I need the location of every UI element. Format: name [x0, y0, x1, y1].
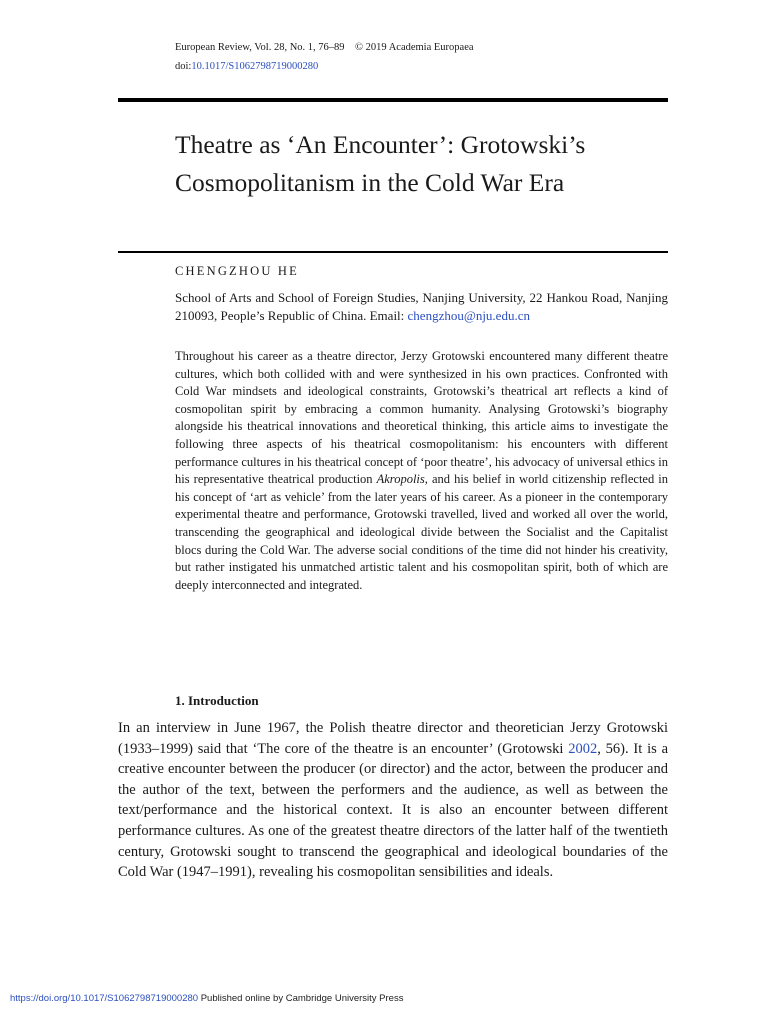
abstract-italic-title: Akropolis	[376, 472, 425, 487]
body-paragraph	[118, 718, 668, 883]
article-title	[175, 126, 675, 202]
abstract-text-1: Throughout his career as a theatre director, Jerzy Grotowski encountered many different theatre cultures, which both collided with and were synthesized in his own practices. Confronted with Cold War mindsets and ideological constraints, Grotowski’s theatrical art reflects a kind of cosmopolitan spirit by embracing a common humanity. Analysing Grotowski’s biography alongside his theatrical innovations and theoretical thinking, this article aims to investigate the following three aspects of his theatrical cosmopolitanism: his encounters with different performance cultures in his theatrical concept of ‘poor theatre’, his advocacy of universal ethics in his representative theatrical production	[175, 349, 668, 487]
affiliation-text: School of Arts and School of Foreign Studies, Nanjing University, 22 Hankou Road, Nanjing 210093, People’s Republic of China. Email:	[175, 290, 668, 323]
author-name: CHENGZHOU HE	[175, 264, 299, 278]
email-link[interactable]: chengzhou@nju.edu.cn	[407, 308, 530, 323]
body-text-2: , 56). It is a creative encounter between the producer (or director) and the actor, between the producer and the author of the text, between the performers and the audience, as well as between the text/performance and the historical context. It is also an encounter between different performance cultures. As one of the greatest theatre directors of the latter half of the twentieth century, Grotowski sought to transcend the geographical and ideological boundaries of the Cold War (1947–1991), revealing his cosmopolitan sensibilities and ideals.	[118, 740, 668, 881]
doi-prefix: doi:	[175, 61, 192, 72]
doi-line	[175, 60, 318, 74]
citation-link[interactable]: 2002	[568, 740, 598, 757]
abstract-text-2: , and his belief in world citizenship reflected in his concept of ‘art as vehicle’ from the later years of his career. As a pioneer in the contemporary experimental theatre and performance, Grotowski travelled, lived and worked all over the world, transcending the geographical and ideological divide between the Socialist and the Capitalist blocs during the Cold War. The adverse social conditions of the time did not hinder his creativity, but rather instigated his unmatched artistic talent and his cosmopolitan spirit, both of which are deeply interconnected and integrated.	[175, 472, 669, 592]
title-rule	[118, 251, 668, 253]
body-text-1: In an interview in June 1967, the Polish theatre director and theoretician Jerzy Grotowski (1933–1999) said that ‘The core of the theatre is an encounter’ (Grotowski	[118, 720, 668, 757]
footer-doi-link[interactable]: https://doi.org/10.1017/S1062798719000280	[10, 993, 199, 1004]
section-heading: 1. Introduction	[175, 693, 259, 708]
title-line-2: Cosmopolitanism in the Cold War Era	[175, 168, 565, 197]
abstract	[175, 348, 668, 594]
affiliation	[175, 289, 668, 325]
top-rule	[118, 98, 668, 102]
journal-header	[175, 41, 474, 55]
journal-citation: European Review, Vol. 28, No. 1, 76–89	[175, 42, 345, 53]
page-footer	[10, 993, 403, 1004]
title-line-1: Theatre as ‘An Encounter’: Grotowski’s	[175, 130, 586, 159]
copyright-notice: © 2019 Academia Europaea	[355, 42, 474, 53]
doi-link[interactable]: 10.1017/S1062798719000280	[191, 61, 319, 72]
footer-published: Published online by Cambridge University Press	[198, 993, 404, 1004]
